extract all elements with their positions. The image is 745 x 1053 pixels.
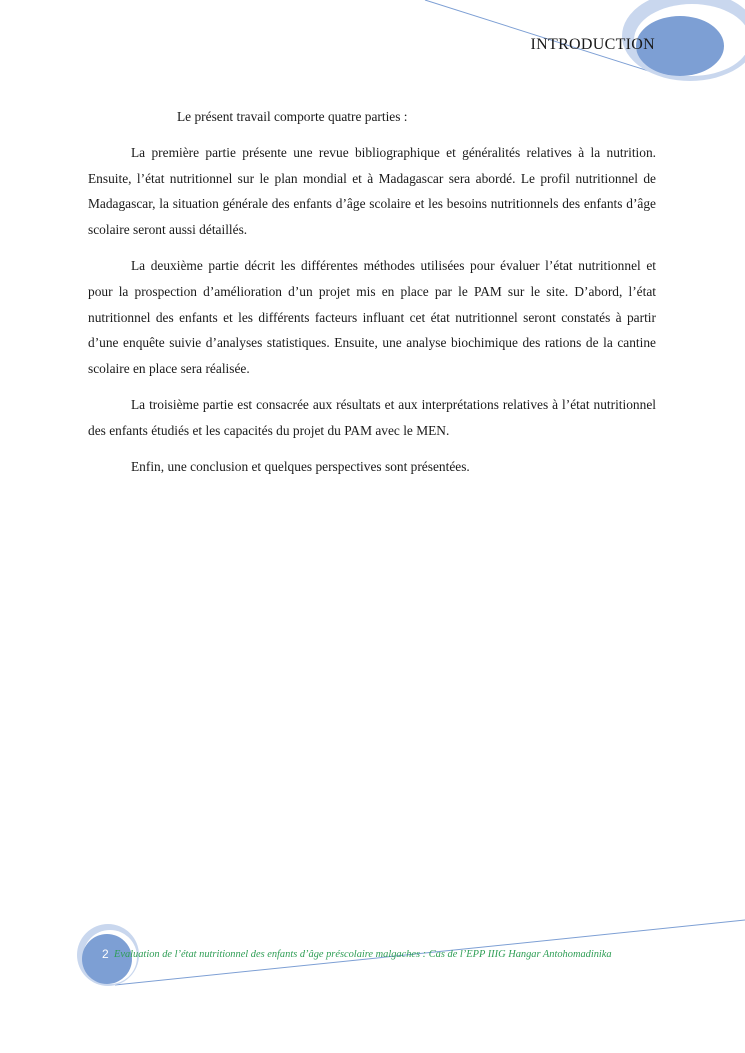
page-header-title: INTRODUCTION [530, 36, 655, 53]
paragraph-part-two: La deuxième partie décrit les différentes méthodes utilisées pour évaluer l’état nutritionnel et pour la prospection d’amélioration d’un projet mis en place par le PAM sur le site. D’abord, l’état nutritionnel des enfants et les différents facteurs influant cet état nutritionnel seront constatés à partir d’une enquête suivie d’analyses statistiques. Ensuite, une analyse biochimique des rations de la cantine scolaire en place sera réalisée. [88, 257, 656, 377]
paragraph-intro: Le présent travail comporte quatre parties : [177, 109, 408, 124]
footer-running-title: Evaluation de l’état nutritionnel des enfants d’âge préscolaire malgaches : Cas de l’EPP IIIG Hangar Antohomadinika [114, 949, 612, 960]
paragraph-conclusion: Enfin, une conclusion et quelques perspectives sont présentées. [131, 458, 470, 474]
paragraph-part-three: La troisième partie est consacrée aux résultats et aux interprétations relatives à l’état nutritionnel des enfants étudiés et les capacités du projet du PAM avec le MEN. [88, 396, 656, 438]
document-body [88, 104, 656, 489]
page-number: 2 [102, 947, 109, 961]
paragraph-part-one: La première partie présente une revue bibliographique et généralités relatives à la nutrition. Ensuite, l’état nutritionnel sur le plan mondial et à Madagascar sera abordé. Le profil nutritionnel de Madagascar, la situation générale des enfants d’âge scolaire et les besoins nutritionnels des enfants d’âge scolaire seront aussi détaillés. [88, 144, 656, 238]
